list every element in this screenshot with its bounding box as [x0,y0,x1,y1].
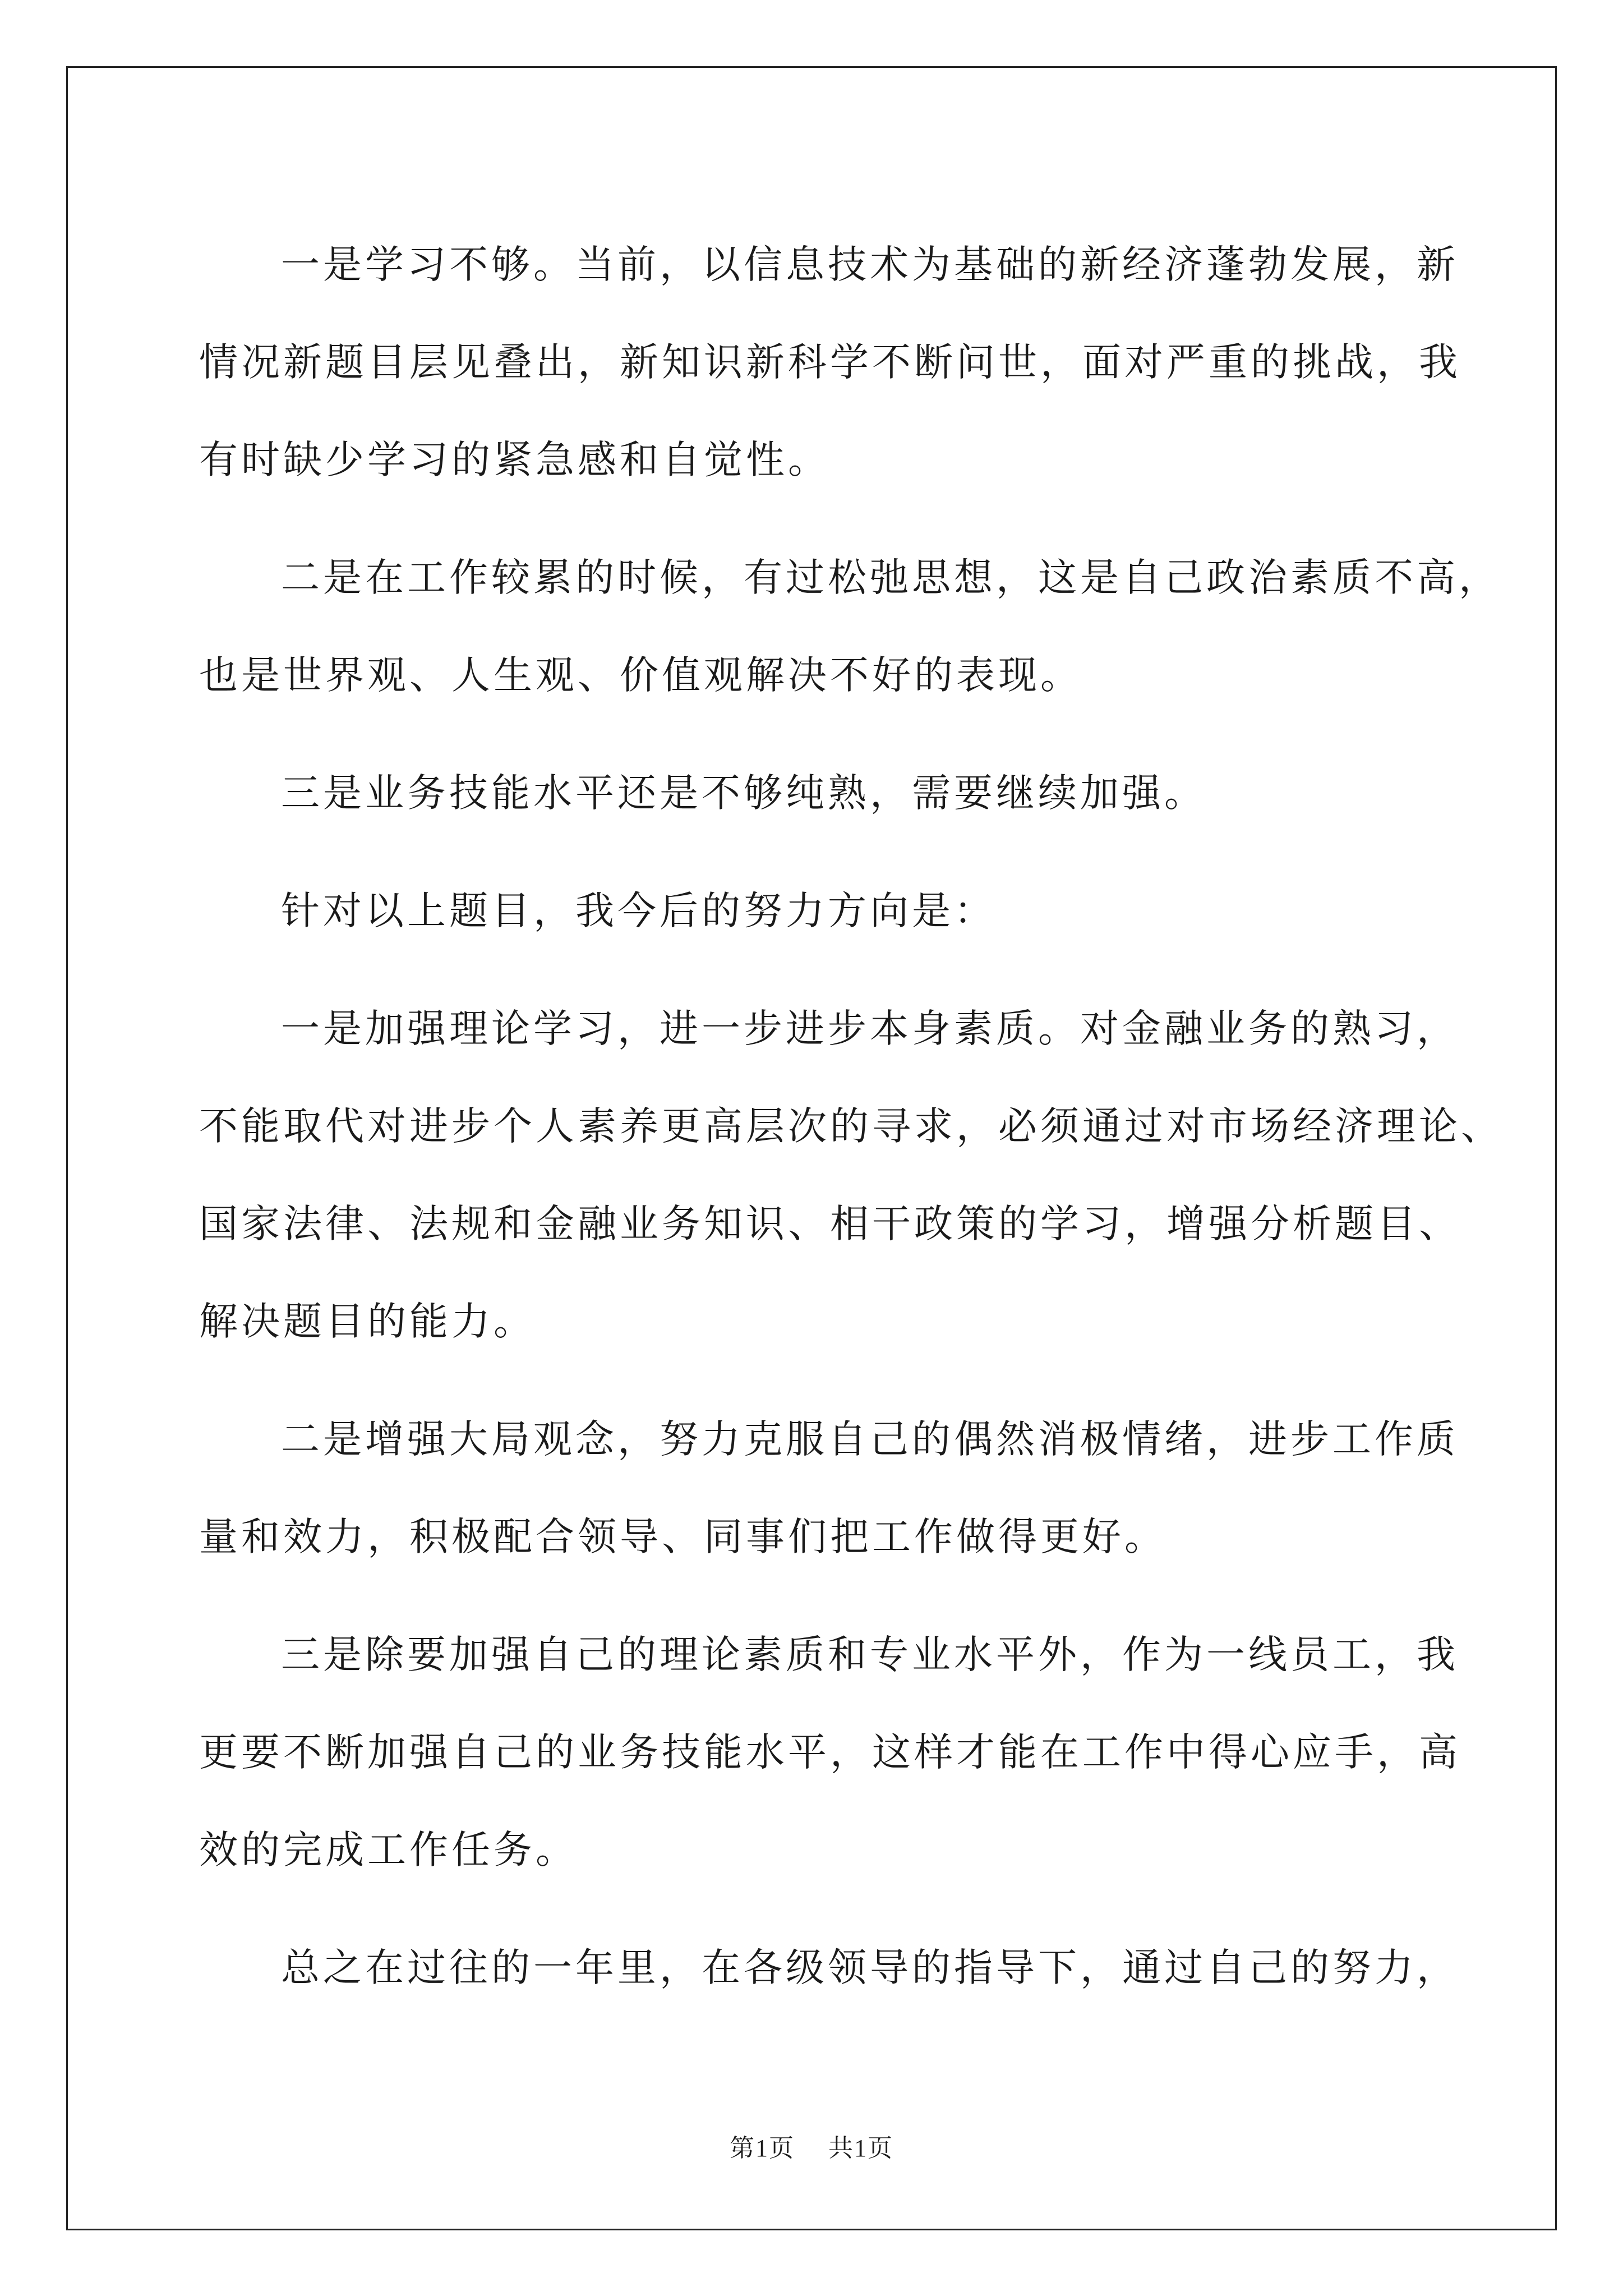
text-line: 有时缺少学习的紧急感和自觉性。 [199,438,830,482]
text-line: 总之在过往的一年里，在各级领导的指导下，通过自己的努力， [281,1945,1459,1990]
text-line: 三是业务技能水平还是不够纯熟，需要继续加强。 [281,771,1206,816]
text-line: 三是除要加强自己的理论素质和专业水平外，作为一线员工，我 [281,1632,1459,1677]
text-line: 一是加强理论学习，进一步进步本身素质。对金融业务的熟习， [281,1006,1459,1051]
paragraph-4 [199,862,1433,960]
paragraph-1 [199,216,1461,509]
page-number-current: 第1页 [730,2134,795,2162]
page-footer [0,2132,1623,2165]
paragraph-2 [199,529,1501,724]
text-line: 二是增强大局观念，努力克服自己的偶然消极情绪，进步工作质 [281,1417,1459,1462]
text-line: 国家法律、法规和金融业务知识、相干政策的学习，增强分析题目、 [199,1202,1461,1246]
paragraph-7 [199,1606,1461,1899]
paragraph-6 [199,1391,1459,1586]
document-body [199,216,1503,2037]
paragraph-3 [199,744,1433,842]
text-line: 更要不断加强自己的业务技能水平，这样才能在工作中得心应手，高 [199,1730,1461,1775]
text-line: 效的完成工作任务。 [199,1828,578,1872]
text-line: 二是在工作较累的时候，有过松弛思想，这是自己政治素质不高， [281,555,1501,600]
text-line: 量和效力，积极配合领导、同事们把工作做得更好。 [199,1515,1166,1559]
text-line: 情况新题目层见叠出，新知识新科学不断问世，面对严重的挑战，我 [199,340,1461,385]
text-line: 不能取代对进步个人素养更高层次的寻求，必须通过对市场经济理论、 [199,1104,1503,1149]
text-line: 也是世界观、人生观、价值观解决不好的表现。 [199,653,1082,698]
text-line: 解决题目的能力。 [199,1299,536,1344]
paragraph-8 [199,1919,1459,2017]
text-line: 一是学习不够。当前，以信息技术为基础的新经济蓬勃发展，新 [281,242,1459,287]
page-number-total: 共1页 [828,2134,893,2162]
paragraph-5 [199,980,1503,1370]
text-line: 针对以上题目，我今后的努力方向是： [281,889,996,933]
